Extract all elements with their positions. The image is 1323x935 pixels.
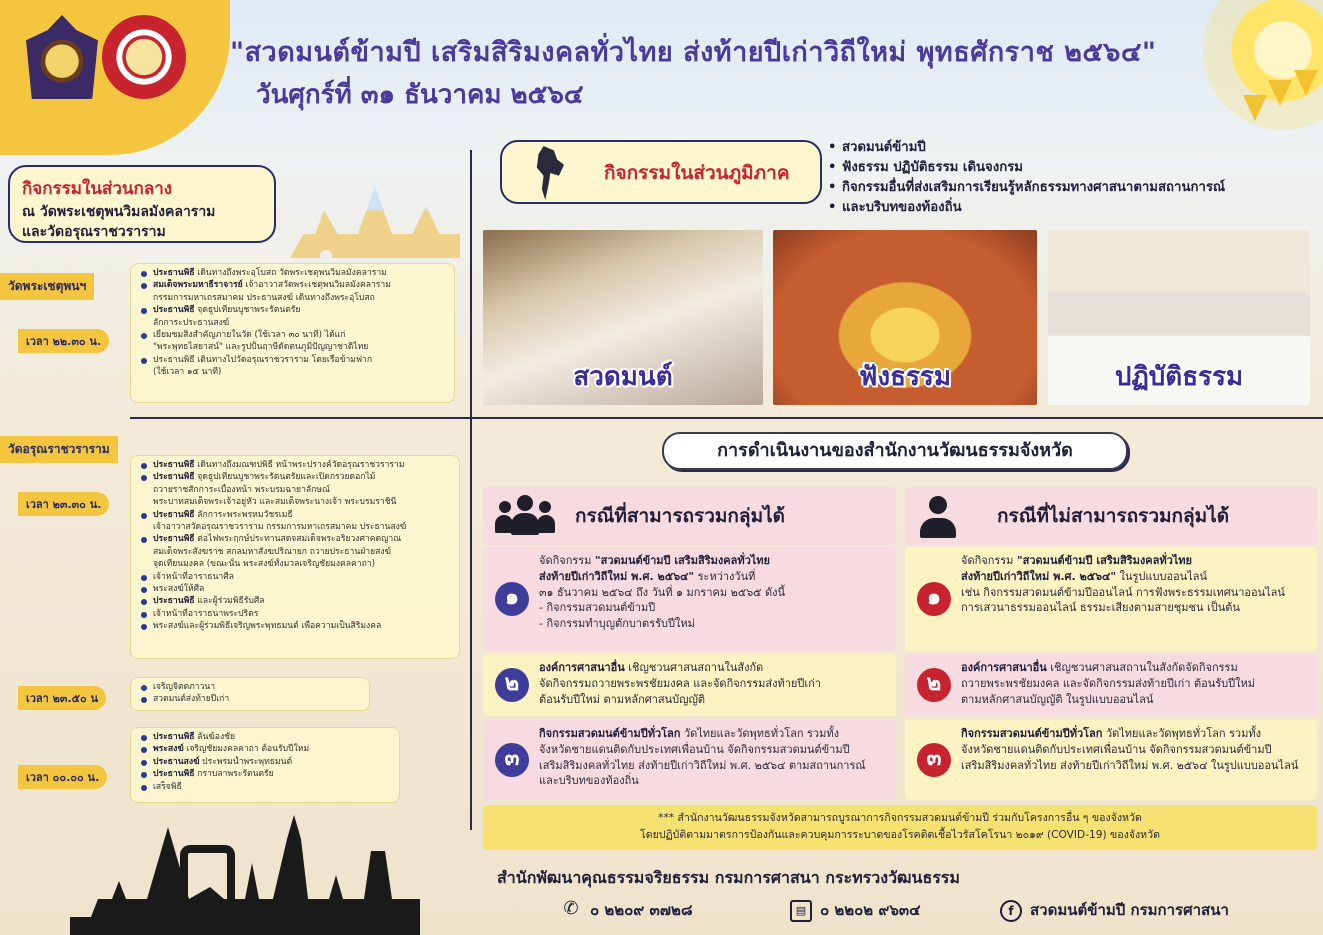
single-person-icon <box>918 496 958 538</box>
card-line: - กิจกรรมทำบุญตักบาตรรับปีใหม่ <box>539 617 695 631</box>
note-line: โดยปฏิบัติตามมาตรการป้องกันและควบคุมการระบาดของโรคติดเชื้อไวรัสโคโรนา ๒๐๑๙ (COVID-19) ของจังหวัด <box>640 829 1160 841</box>
card-line: ถวายพระพรชัยมงคล และจัดกิจกรรมส่งท้ายปีเก่า ต้อนรับปีใหม่ <box>961 676 1256 690</box>
no-group-case-header <box>905 487 1317 545</box>
time-label: เวลา ๒๓.๓๐ น. <box>18 492 109 516</box>
schedule-item: พระสงฆ์ให้ศีล <box>141 583 451 595</box>
schedule-item: เจ้าหน้าที่อาราธนาศีล <box>141 571 451 583</box>
schedule-item: ประธานพิธี ต่อไฟพระฤกษ์ประทานสดจสมเด็จพระอริยวงศาคตญาณ <box>141 533 451 545</box>
schedule-item: พระสงฆ์ เจริญชัยมงคลคาถา ต้อนรับปีใหม่ <box>141 743 391 755</box>
no-group-card-2 <box>905 654 1317 716</box>
central-location-1: ณ วัดพระเชตุพนวิมลมังคลาราม <box>22 204 216 220</box>
group-people-icon <box>495 495 555 537</box>
schedule-item: ประธานพิธี จุดธูปเทียนบูชาพระรัตนตรัย <box>141 304 446 316</box>
card-line: ๓๑ ธันวาคม ๒๕๖๔ ถึง วันที่ ๑ มกราคม ๒๕๖๕ ดังนี้ <box>539 585 786 599</box>
schedule-wat-arun-3 <box>130 727 400 803</box>
central-location-2: และวัดอรุณราชวราราม <box>22 223 166 240</box>
photo-practice <box>1048 230 1310 405</box>
photo-caption: สวดมนต์ <box>573 362 673 392</box>
card-line: จัดกิจกรรม "สวดมนต์ข้ามปี เสริมสิริมงคลทั่วไทย <box>539 554 770 567</box>
photo-dharma-listening <box>773 230 1037 405</box>
card-line: ตามหลักศาสนบัญญัติ ในรูปแบบออนไลน์ <box>961 692 1154 706</box>
flag-decoration <box>1268 80 1292 106</box>
card-line: ส่งท้ายปีเก่าวิถีใหม่ พ.ศ. ๒๕๖๔" ระหว่างวันที่ <box>539 569 756 583</box>
schedule-item: ลักการะประธานสงฆ์ <box>153 317 230 328</box>
facebook-page[interactable]: สวดมนต์ข้ามปี กรมการศาสนา <box>1030 901 1229 919</box>
schedule-item: เยี่ยมชมสิ่งสำคัญภายในวัด (ใช้เวลา ๓๐ นาที) ได้แก่ <box>141 329 446 341</box>
operations-title: การดำเนินงานของสำนักงานวัฒนธรรมจังหวัด <box>662 432 1128 470</box>
card-line: เช่น กิจกรรมสวดมนต์ข้ามปีออนไลน์ การฟังพระธรรมเทศนาออนไลน์ <box>961 585 1285 599</box>
schedule-item: ถวายราชสักการะเบื้องหน้า พระบรมฉายาลักษณ์ <box>153 484 330 495</box>
facebook-icon[interactable]: f <box>1000 900 1022 922</box>
schedule-item: "พระพุทธไสยาสน์" และรูปปั้นฤาษีดัดตนภูมิปัญญาชาติไทย <box>153 342 369 353</box>
wat-pho-label: วัดพระเชตุพนฯ <box>0 273 94 300</box>
regional-bullet: • กิจกรรมอื่นที่ส่งเสริมการเรียนรู้หลักธรรมทางศาสนาตามสถานการณ์ <box>828 178 1318 198</box>
schedule-item: จุดเทียนมงคล (ขณะนั้น พระสงฆ์ทั้งมวลเจริญชัยมงคลคาถา) <box>153 559 375 570</box>
schedule-item: ประธานพิธี และผู้ร่วมพิธีรับศีล <box>141 595 451 607</box>
schedule-item: ประธานพิธี กราบลาพระรัตนตรัย <box>141 768 391 780</box>
schedule-item: เจ้าอาวาสวัดอรุณราชวราราม กรรมการมหาเถรสมาคม ประธานสงฆ์ <box>153 522 407 533</box>
no-group-case-title: กรณีที่ไม่สามารถรวมกลุ่มได้ <box>997 505 1230 527</box>
facebook-contact[interactable] <box>1000 898 1229 922</box>
schedule-item: ประธานพิธี เดินทางไปวัดอรุณราชวราราม โดยเรือข้ามฟาก <box>141 354 446 366</box>
card-line: กิจกรรมสวดมนต์ข้ามปีทั่วโลก วัดไทยและวัดพุทธทั่วโลก รวมทั้ง <box>961 727 1261 740</box>
schedule-item: ประธานสงฆ์ ประพรมน้ำพระพุทธมนต์ <box>141 756 391 768</box>
card-line: และบริบทของท้องถิ่น <box>539 774 639 788</box>
regional-bullet: • สวดมนต์ข้ามปี <box>828 138 1318 158</box>
number-badge: ๓ <box>917 743 951 777</box>
schedule-item: ประธานพิธี จุดธูปเทียนบูชาพระรัตนตรัยและเปิดกรวยดอกไม้ <box>141 471 451 483</box>
note-line: *** สำนักงานวัฒนธรรมจังหวัดสามารถบูรณาการกิจกรรมสวดมนต์ข้ามปี ร่วมกับโครงการอื่น ๆ ของจังหวัด <box>658 812 1142 824</box>
card-line: องค์การศาสนาอื่น เชิญชวนศาสนสถานในสังกัดจัดกิจกรรม <box>961 661 1238 674</box>
card-line: เสริมสิริมงคลทั่วไทย ส่งท้ายปีเก่าวิถีใหม่ พ.ศ. ๒๕๖๔ ในรูปแบบออนไลน์ <box>961 758 1299 772</box>
schedule-item: สมเด็จพระมหาธีราจารย์ เจ้าอาวาสวัดพระเชตุพนวิมลมังคลาราม <box>141 279 446 291</box>
group-case-title: กรณีที่สามารถรวมกลุ่มได้ <box>575 505 785 527</box>
no-group-card-1 <box>905 547 1317 651</box>
schedule-item: สวดมนต์ส่งท้ายปีเก่า <box>141 693 361 705</box>
fax-number: ๐ ๒๒๐๒ ๙๖๓๔ <box>820 901 921 919</box>
card-line: จังหวัดชายแดนติดกับประเทศเพื่อนบ้าน จัดกิจกรรมสวดมนต์ข้ามปี <box>539 742 850 756</box>
schedule-wat-arun-2 <box>130 677 370 711</box>
card-line: จัดกิจกรรม "สวดมนต์ข้ามปี เสริมสิริมงคลทั่วไทย <box>961 554 1192 567</box>
flag-decoration <box>1243 95 1267 121</box>
phone-number: ๐ ๒๒๐๙ ๓๗๒๘ <box>590 901 693 919</box>
regional-bullet-cont-text: และบริบทของท้องถิ่น <box>842 200 962 215</box>
card-line: จัดกิจกรรมถวายพระพรชัยมงคล และจัดกิจกรรมส่งท้ายปีเก่า <box>539 676 821 690</box>
regional-bullets <box>828 138 1318 218</box>
group-card-3 <box>483 720 896 800</box>
flag-decoration <box>1294 70 1318 96</box>
group-card-1 <box>483 547 896 651</box>
central-activities-box <box>8 165 276 243</box>
photo-caption: ฟังธรรม <box>858 362 952 392</box>
number-badge: ๑ <box>917 582 951 616</box>
schedule-item: สมเด็จพระสังฆราช สกลมหาสังฆปริณายก ถวายประธานฝ่ายสงฆ์ <box>153 546 391 557</box>
regional-bullet: • ฟังธรรม ปฏิบัติธรรม เดินจงกรม <box>828 158 1318 178</box>
photo-caption: ปฏิบัติธรรม <box>1114 362 1244 392</box>
schedule-item: (ใช้เวลา ๑๕ นาที) <box>153 367 222 378</box>
schedule-item: พระสงฆ์และผู้ร่วมพิธีเจริญพระพุทธมนต์ เพื่อความเป็นสิริมงคล <box>141 620 451 632</box>
wat-arun-label: วัดอรุณราชวราราม <box>0 436 118 463</box>
regional-bullet-cont <box>828 198 1318 218</box>
card-line: - กิจกรรมสวดมนต์ข้ามปี <box>539 601 656 615</box>
vertical-divider <box>470 150 472 830</box>
schedule-item: ประธานพิธี ลั่นฆ้องชัย <box>141 731 391 743</box>
religious-affairs-logo <box>102 15 186 99</box>
card-line: การเสวนาธรรมออนไลน์ ธรรมะเสียงตามสายชุมชน เป็นต้น <box>961 601 1240 615</box>
phone-icon: ✆ <box>563 897 579 919</box>
phone-contact <box>560 898 693 922</box>
schedule-item: เสร็จพิธี <box>141 781 391 793</box>
horizontal-divider <box>130 417 1323 419</box>
fax-contact <box>790 898 921 922</box>
schedule-wat-pho <box>130 263 455 403</box>
fax-icon: ▤ <box>790 900 812 922</box>
temple-skyline-silhouette <box>70 815 420 935</box>
card-line: เสริมสิริมงคลทั่วไทย ส่งท้ายปีเก่าวิถีใหม่ พ.ศ. ๒๕๖๔ ตามสถานการณ์ <box>539 758 866 772</box>
time-label: เวลา ๒๒.๓๐ น. <box>18 329 109 353</box>
group-card-2 <box>483 654 896 716</box>
schedule-item: พระบาทสมเด็จพระเจ้าอยู่หัว และสมเด็จพระนางเจ้า พระบรมราชินี <box>153 497 397 508</box>
page-date: วันศุกร์ที่ ๓๑ ธันวาคม ๒๕๖๔ <box>256 80 584 110</box>
photo-chanting <box>483 230 763 405</box>
central-title: กิจกรรมในส่วนกลาง <box>22 179 173 199</box>
temple-illustration <box>290 178 460 258</box>
number-badge: ๓ <box>495 743 529 777</box>
schedule-item: ประธานพิธี ลักการะพระพรหมวัชรเมธี <box>141 509 451 521</box>
card-line: จังหวัดชายแดนติดกับประเทศเพื่อนบ้าน จัดกิจกรรมสวดมนต์ข้ามปี <box>961 742 1272 756</box>
card-line: ส่งท้ายปีเก่าวิถีใหม่ พ.ศ. ๒๕๖๔" ในรูปแบบออนไลน์ <box>961 569 1207 583</box>
card-line: ต้อนรับปีใหม่ ตามหลักศาสนบัญญัติ <box>539 692 705 706</box>
time-label: เวลา ๒๓.๕๐ น <box>18 686 106 710</box>
note-box <box>483 805 1317 850</box>
footer-organization: สำนักพัฒนาคุณธรรมจริยธรรม กรมการศาสนา กระทรวงวัฒนธรรม <box>497 868 960 887</box>
schedule-item: เจริญจิตตภาวนา <box>141 681 361 693</box>
schedule-wat-arun-1 <box>130 455 460 659</box>
card-line: องค์การศาสนาอื่น เชิญชวนศาสนสถานในสังกัด <box>539 661 764 674</box>
time-label: เวลา ๐๐.๐๐ น. <box>18 765 107 789</box>
number-badge: ๒ <box>495 668 529 702</box>
number-badge: ๑ <box>495 582 529 616</box>
schedule-item: กรรมการมหาเถรสมาคม ประธานสงฆ์ เดินทางถึงพระอุโบสถ <box>153 292 375 303</box>
giant-swing-silhouette <box>180 845 235 935</box>
schedule-item: ประธานพิธี เดินทางถึงมณฑปพิธี หน้าพระปรางค์วัดอรุณราชวราราม <box>141 459 451 471</box>
page-title: "สวดมนต์ข้ามปี เสริมสิริมงคลทั่วไทย ส่งท้ายปีเก่าวิถีใหม่ พุทธศักราช ๒๕๖๔" <box>230 37 1157 68</box>
schedule-item: เจ้าหน้าที่อาราธนาพระปริตร <box>141 608 451 620</box>
schedule-item: ประธานพิธี เดินทางถึงพระอุโบสถ วัดพระเชตุพนวิมลมังคลาราม <box>141 267 446 279</box>
card-line: กิจกรรมสวดมนต์ข้ามปีทั่วโลก วัดไทยและวัดพุทธทั่วโลก รวมทั้ง <box>539 727 839 740</box>
moon-icon <box>320 250 332 262</box>
regional-title: กิจกรรมในส่วนภูมิภาค <box>604 162 790 184</box>
no-group-card-3 <box>905 720 1317 800</box>
number-badge: ๒ <box>917 668 951 702</box>
